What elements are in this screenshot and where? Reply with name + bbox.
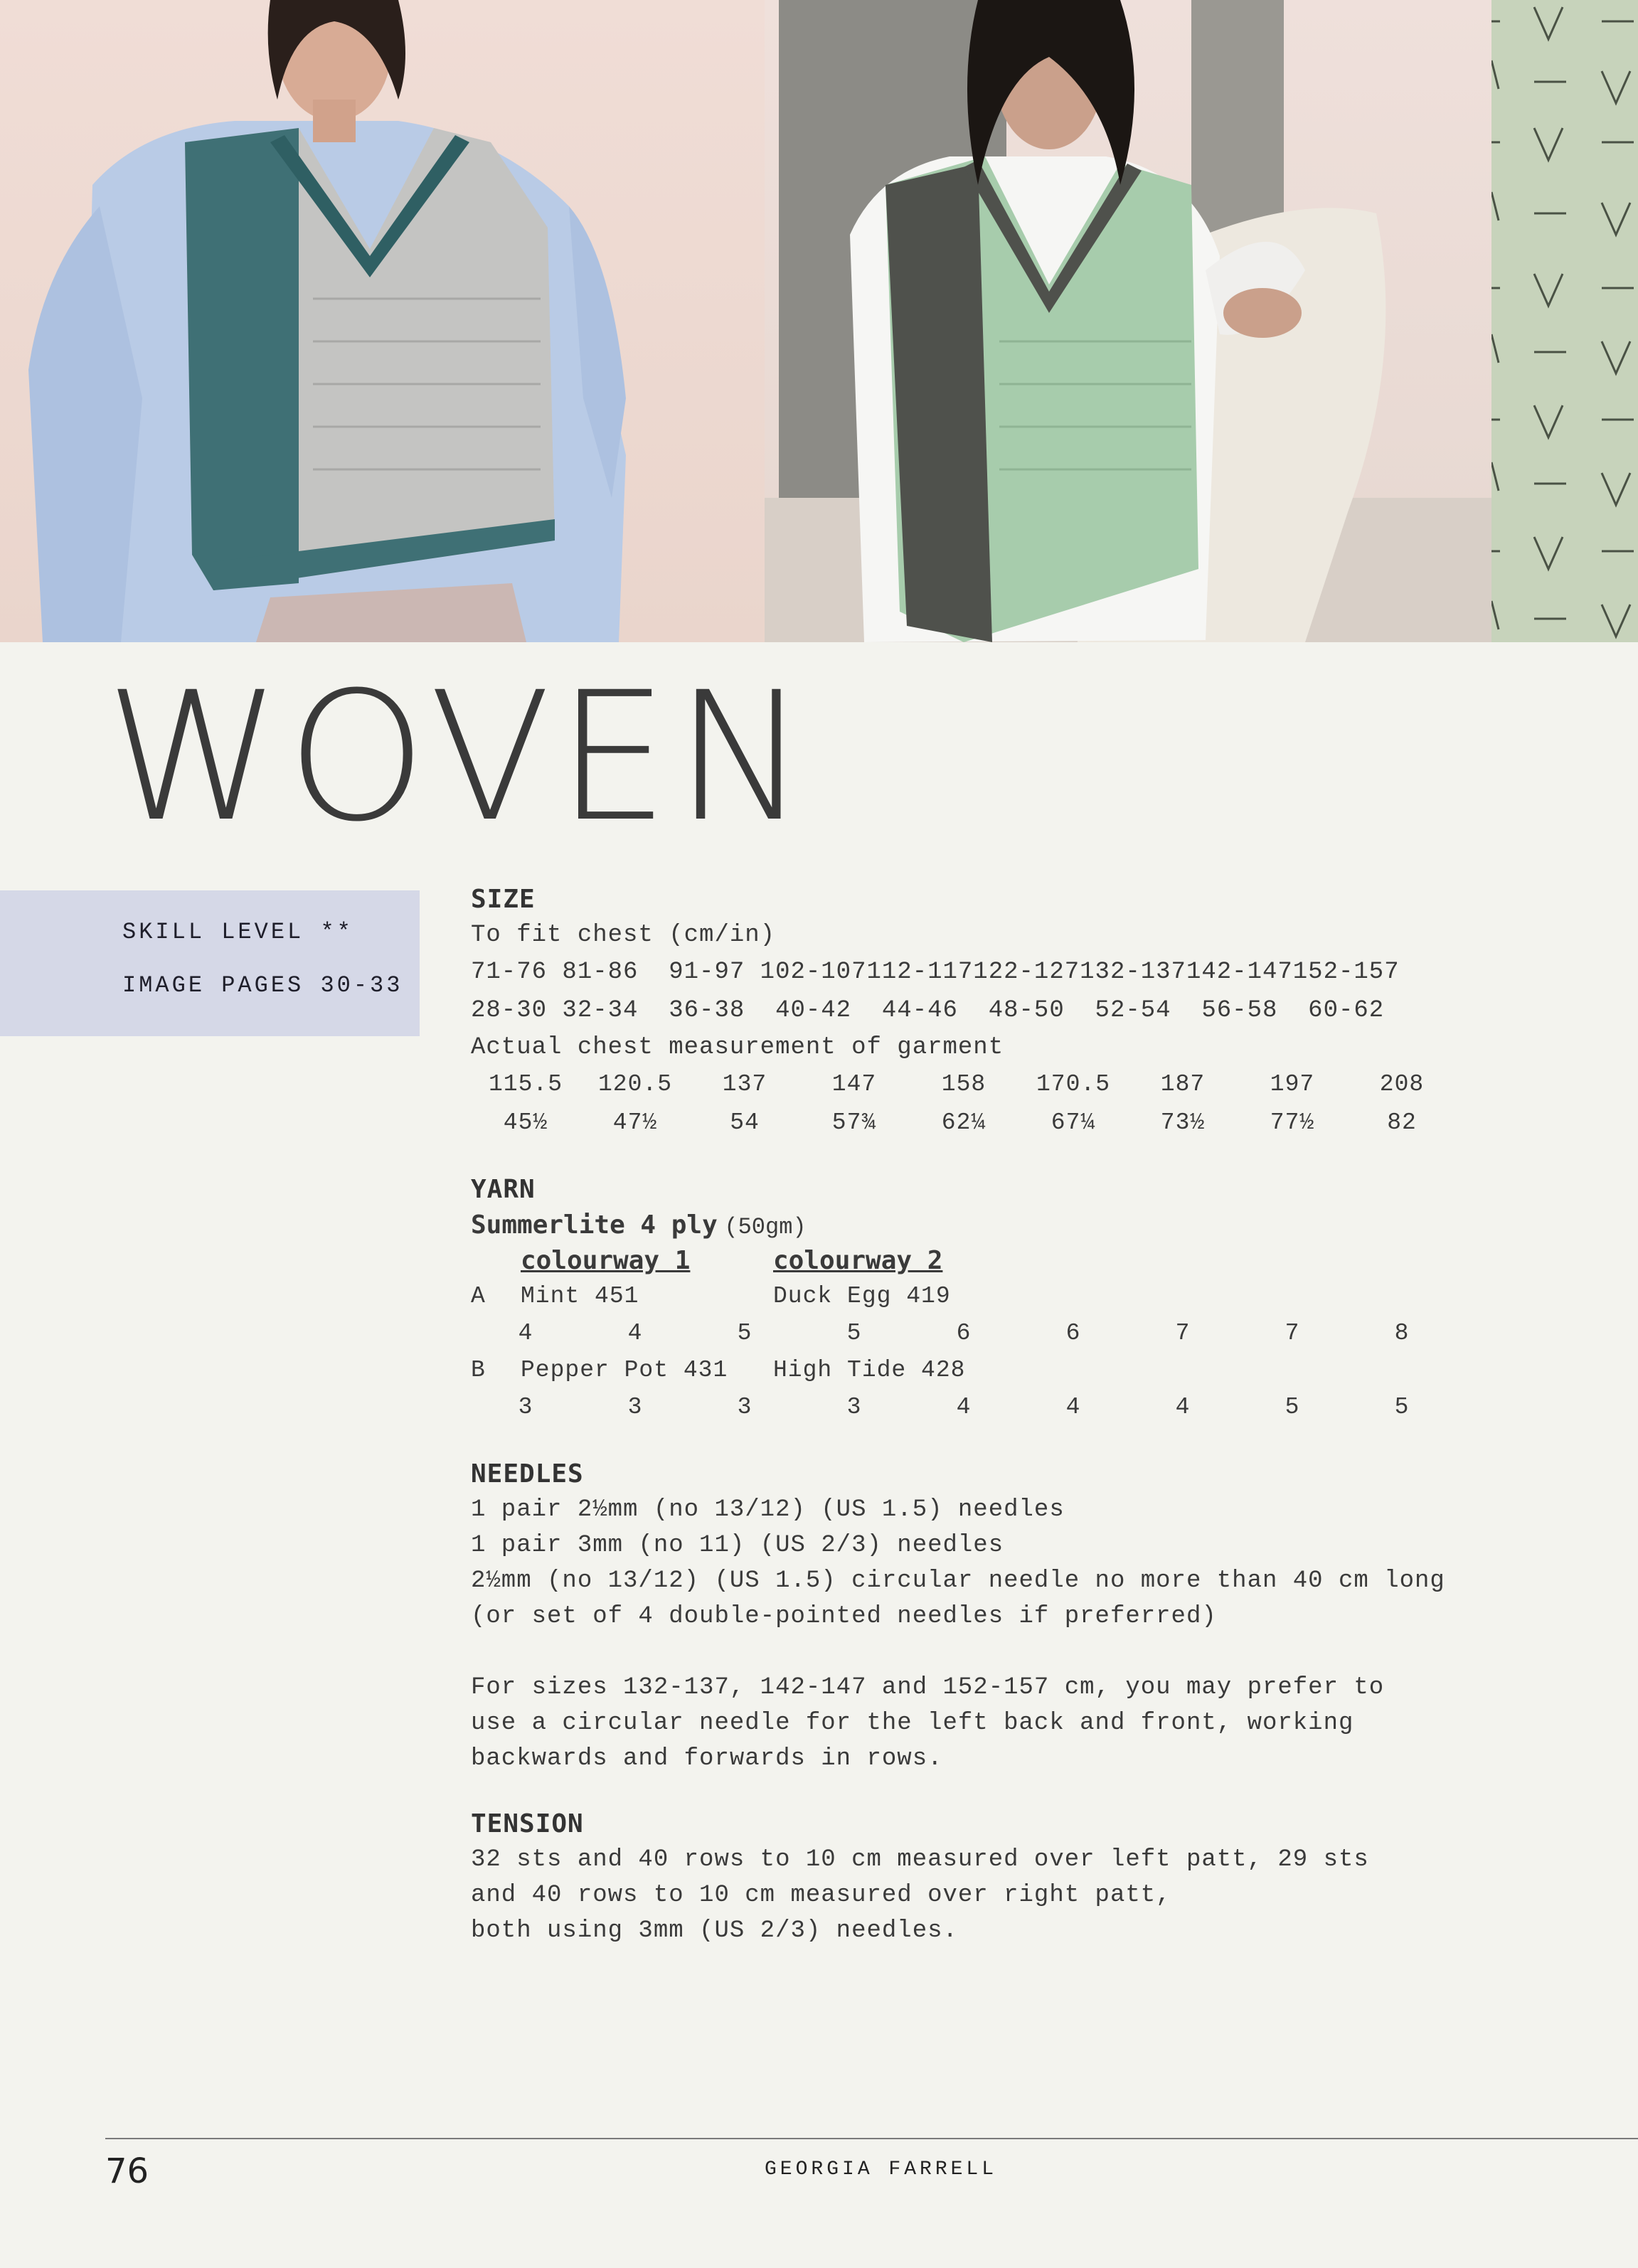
yarn-b-line	[471, 1353, 1538, 1388]
needles-line: 1 pair 2½mm (no 13/12) (US 1.5) needles	[471, 1496, 1065, 1523]
colourway-2-heading: colourway 2	[773, 1246, 943, 1275]
size-cm-row: 71-76 81-86 91-97 102-107112-117122-127132-137142-147152-157	[471, 959, 1400, 986]
size-in-row: 28-30 32-34 36-38 40-42 44-46 48-50 52-54 56-58 60-62	[471, 997, 1385, 1024]
actual-in-cell: 77½	[1270, 1109, 1315, 1136]
actual-in-cell: 62¼	[941, 1109, 986, 1136]
needles-line: 2½mm (no 13/12) (US 1.5) circular needle no more than 40 cm long	[471, 1567, 1445, 1594]
actual-chest-in-row	[471, 1104, 1538, 1142]
yarn-a-colourway-1: Mint 451	[521, 1283, 639, 1309]
qty-cell: 4	[518, 1320, 533, 1346]
footer-author: GEORGIA FARRELL	[765, 2158, 998, 2181]
yarn-heading: YARN	[471, 1175, 536, 1204]
actual-chest-cm-row	[471, 1065, 1538, 1104]
qty-cell: 6	[1065, 1320, 1081, 1346]
tension-line: 32 sts and 40 rows to 10 cm measured over left patt, 29 sts	[471, 1846, 1369, 1873]
actual-cm-cell: 120.5	[597, 1071, 673, 1097]
yarn-weight: (50gm)	[724, 1214, 807, 1240]
skill-level: SKILL LEVEL **	[122, 919, 353, 945]
actual-in-cell: 57¾	[831, 1109, 877, 1136]
tension-line: and 40 rows to 10 cm measured over right patt,	[471, 1882, 1171, 1909]
qty-cell: 4	[956, 1394, 972, 1420]
actual-in-cell: 73½	[1160, 1109, 1206, 1136]
size-fit-label: To fit chest (cm/in)	[471, 922, 776, 949]
qty-cell: 7	[1175, 1320, 1191, 1346]
actual-cm-cell: 170.5	[1036, 1071, 1111, 1097]
tension-line: both using 3mm (US 2/3) needles.	[471, 1917, 958, 1944]
colourway-1-heading: colourway 1	[521, 1246, 691, 1275]
actual-cm-cell: 137	[722, 1071, 767, 1097]
qty-cell: 8	[1394, 1320, 1410, 1346]
needles-note-line: use a circular needle for the left back and front, working	[471, 1710, 1354, 1737]
image-pages: IMAGE PAGES 30-33	[122, 972, 403, 999]
yarn-a-code: A	[471, 1283, 486, 1309]
actual-in-cell: 47½	[612, 1109, 658, 1136]
qty-cell: 7	[1285, 1320, 1300, 1346]
yarn-b-code: B	[471, 1357, 486, 1383]
page-number: 76	[105, 2151, 149, 2191]
needles-heading: NEEDLES	[471, 1459, 584, 1489]
actual-in-cell: 45½	[503, 1109, 548, 1136]
decorative-pattern-strip	[1491, 0, 1638, 642]
needles-line: 1 pair 3mm (no 11) (US 2/3) needles	[471, 1532, 1004, 1559]
skill-info-box	[0, 890, 420, 1036]
qty-cell: 5	[737, 1320, 752, 1346]
pattern-title: WOVEN	[105, 654, 814, 861]
yarn-name-line	[471, 1208, 1538, 1243]
qty-cell: 5	[1285, 1394, 1300, 1420]
footer-divider	[105, 2138, 1638, 2139]
actual-in-cell: 67¼	[1051, 1109, 1096, 1136]
actual-cm-cell: 197	[1270, 1071, 1315, 1097]
qty-cell: 5	[846, 1320, 862, 1346]
yarn-a-colourway-2: Duck Egg 419	[773, 1283, 951, 1309]
needles-note-line: backwards and forwards in rows.	[471, 1745, 943, 1772]
qty-cell: 3	[846, 1394, 862, 1420]
actual-cm-cell: 158	[941, 1071, 986, 1097]
pattern-details	[471, 882, 1538, 1949]
qty-cell: 3	[518, 1394, 533, 1420]
qty-cell: 5	[1394, 1394, 1410, 1420]
yarn-a-quantities	[471, 1314, 1538, 1353]
size-heading: SIZE	[471, 885, 536, 914]
needles-line: (or set of 4 double-pointed needles if preferred)	[471, 1603, 1217, 1630]
actual-cm-cell: 208	[1379, 1071, 1425, 1097]
yarn-b-colourway-1: Pepper Pot 431	[521, 1357, 728, 1383]
qty-cell: 4	[1175, 1394, 1191, 1420]
qty-cell: 3	[627, 1394, 643, 1420]
actual-in-cell: 54	[730, 1109, 760, 1136]
yarn-name: Summerlite 4 ply	[471, 1210, 718, 1240]
yarn-b-quantities	[471, 1388, 1538, 1427]
photo-banner	[0, 0, 1638, 642]
yarn-a-line	[471, 1279, 1538, 1314]
actual-in-cell: 82	[1387, 1109, 1417, 1136]
colourway-headings	[471, 1243, 1538, 1279]
model-photo-grey-vest	[0, 0, 765, 642]
qty-cell: 4	[627, 1320, 643, 1346]
model-photo-mint-vest	[765, 0, 1491, 642]
yarn-b-colourway-2: High Tide 428	[773, 1357, 966, 1383]
actual-cm-cell: 187	[1160, 1071, 1206, 1097]
needles-note-line: For sizes 132-137, 142-147 and 152-157 cm, you may prefer to	[471, 1674, 1385, 1701]
qty-cell: 3	[737, 1394, 752, 1420]
actual-chest-label: Actual chest measurement of garment	[471, 1034, 1004, 1061]
actual-cm-cell: 115.5	[488, 1071, 563, 1097]
tension-heading: TENSION	[471, 1809, 584, 1838]
qty-cell: 6	[956, 1320, 972, 1346]
qty-cell: 4	[1065, 1394, 1081, 1420]
actual-cm-cell: 147	[831, 1071, 877, 1097]
